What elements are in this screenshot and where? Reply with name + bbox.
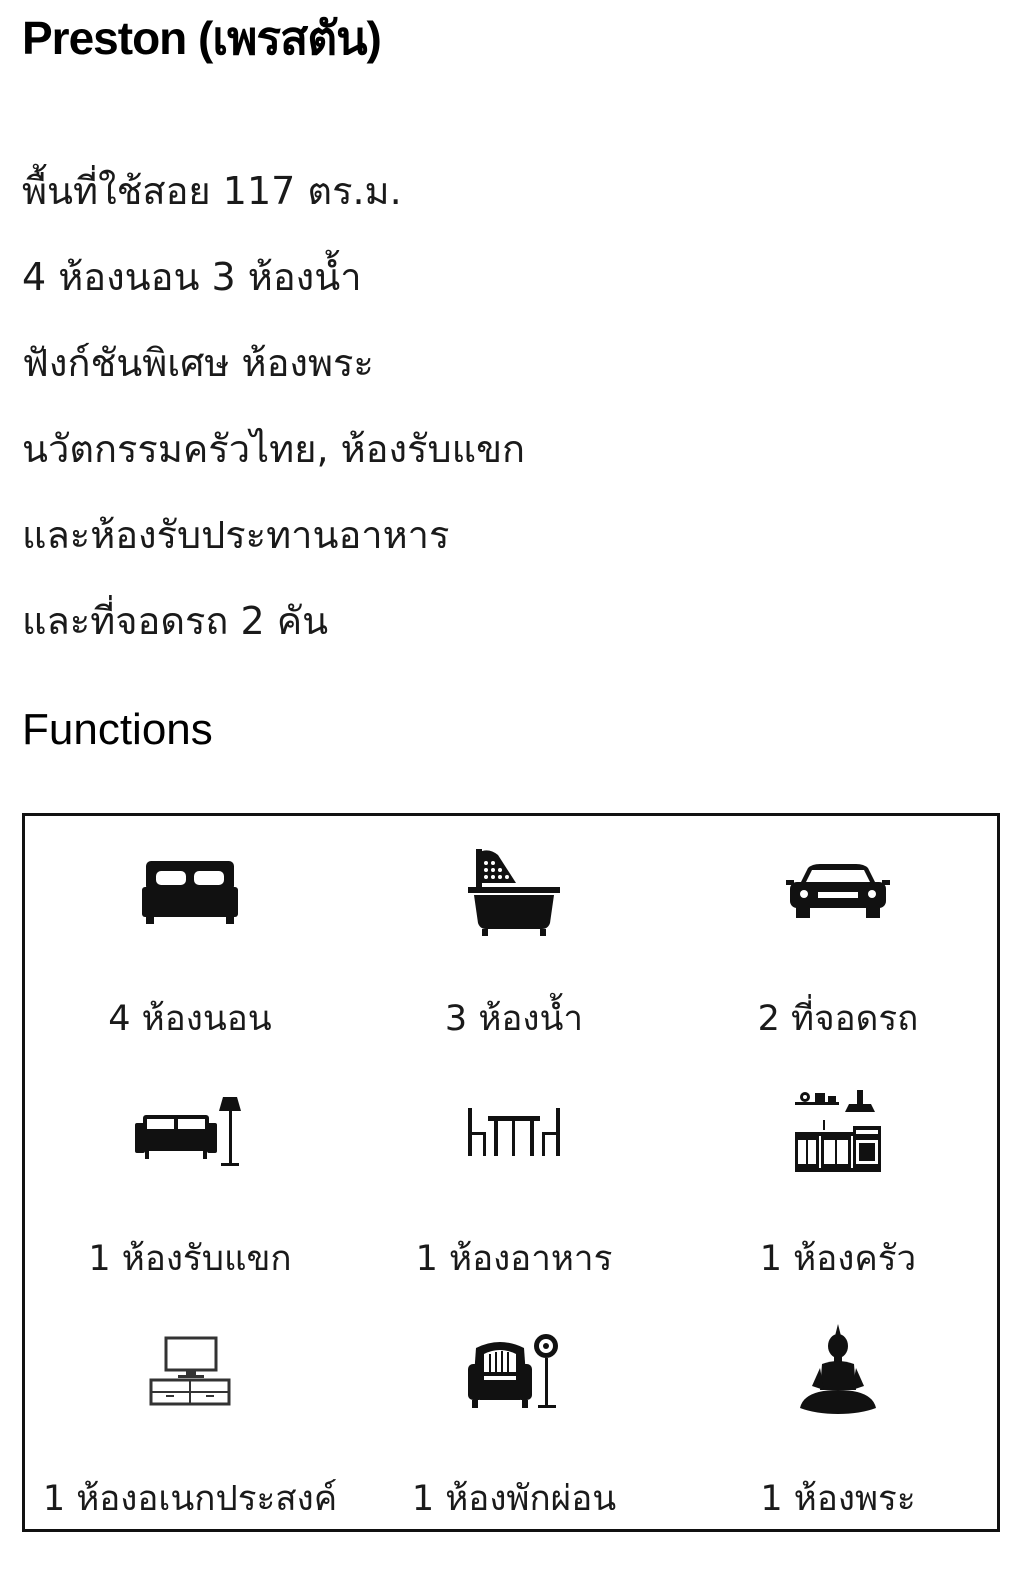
kitchen-icon [778, 1084, 898, 1180]
description-line: 4 ห้องนอน 3 ห้องน้ำ [22, 255, 362, 299]
functions-heading: Functions [22, 705, 213, 754]
description-line: นวัตกรรมครัวไทย, ห้องรับแขก [22, 427, 526, 471]
dining-table-icon [454, 1084, 574, 1180]
function-label: 1 ห้องรับแขก [88, 1239, 292, 1279]
sofa-lamp-icon [130, 1084, 250, 1180]
bed-icon [130, 844, 250, 940]
function-label: 1 ห้องครัว [759, 1239, 917, 1279]
function-label: 4 ห้องนอน [108, 999, 272, 1039]
description-line: พื้นที่ใช้สอย 117 ตร.ม. [22, 169, 402, 213]
function-label: 1 ห้องอเนกประสงค์ [42, 1479, 338, 1519]
description [22, 148, 992, 664]
function-label: 1 ห้องพักผ่อน [411, 1479, 617, 1519]
function-label: 1 ห้องพระ [760, 1479, 916, 1519]
armchair-fan-icon [454, 1324, 574, 1420]
function-label: 1 ห้องอาหาร [415, 1239, 613, 1279]
tv-cabinet-icon [130, 1324, 250, 1420]
functions-grid [22, 813, 1000, 1532]
page-title: Preston (เพรสตัน) [22, 12, 381, 64]
bathtub-icon [454, 844, 574, 940]
description-line: และที่จอดรถ 2 คัน [22, 599, 329, 643]
buddha-icon [778, 1324, 898, 1420]
car-icon [778, 844, 898, 940]
description-line: และห้องรับประทานอาหาร [22, 513, 450, 557]
function-label: 2 ที่จอดรถ [757, 999, 919, 1039]
description-line: ฟังก์ชันพิเศษ ห้องพระ [22, 341, 374, 385]
function-label: 3 ห้องน้ำ [444, 999, 584, 1039]
